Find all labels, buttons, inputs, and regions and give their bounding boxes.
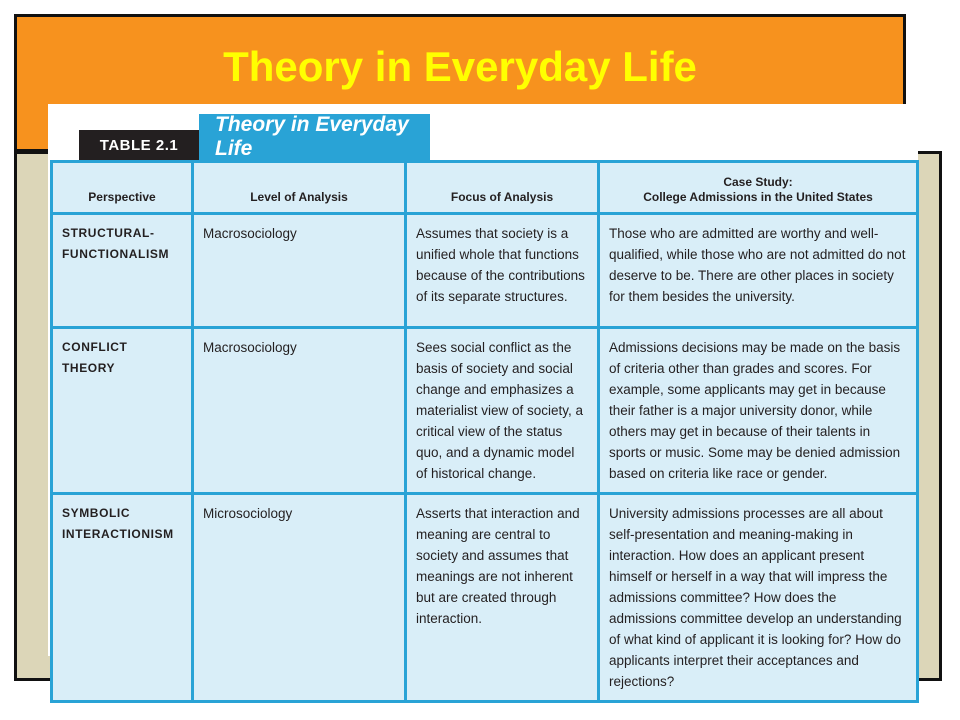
cell-case-study: University admissions processes are all about self-presentation and meaning-making in interaction. How does an applicant present himself or herself in a way that will impress the admissions committee? How does the admissions committee develop an understanding of what kind of applicant it is looking for? How do applicants interpret their acceptances and rejections? xyxy=(599,494,918,702)
cell-perspective: CONFLICT THEORY xyxy=(52,328,193,494)
theory-table xyxy=(50,160,919,703)
table-row xyxy=(52,494,918,702)
header-level-of-analysis: Level of Analysis xyxy=(193,162,406,214)
cell-focus: Sees social conflict as the basis of society and social change and emphasizes a materialist view of society, a critical view of the status quo, and a dynamic model of historical change. xyxy=(406,328,599,494)
header-case-study: Case Study: College Admissions in the United States xyxy=(599,162,918,214)
cell-perspective: STRUCTURAL- FUNCTIONALISM xyxy=(52,214,193,328)
table-row xyxy=(52,214,918,328)
cell-level: Macrosociology xyxy=(193,214,406,328)
slide-title: Theory in Everyday Life xyxy=(223,43,697,90)
header-perspective: Perspective xyxy=(52,162,193,214)
table-title-label: Theory in Everyday Life xyxy=(199,114,430,160)
table-caption xyxy=(79,114,430,160)
cell-focus: Asserts that interaction and meaning are central to society and assumes that meanings are not inherent but are created through interaction. xyxy=(406,494,599,702)
cell-case-study: Those who are admitted are worthy and well-qualified, while those who are not admitted do not deserve to be. There are other places in society for them besides the university. xyxy=(599,214,918,328)
cell-perspective: SYMBOLIC INTERACTIONISM xyxy=(52,494,193,702)
header-focus-of-analysis: Focus of Analysis xyxy=(406,162,599,214)
cell-level: Macrosociology xyxy=(193,328,406,494)
cell-level: Microsociology xyxy=(193,494,406,702)
table-figure xyxy=(48,104,918,689)
cell-case-study: Admissions decisions may be made on the basis of criteria other than grades and scores. For example, some applicants may get in because their father is a major university donor, while others may get in because of their talents in sports or music. Some may be denied admission based on criteria like race or gender. xyxy=(599,328,918,494)
table-header-row xyxy=(52,162,918,214)
cell-focus: Assumes that society is a unified whole that functions because of the contributions of its separate structures. xyxy=(406,214,599,328)
table-number-label: TABLE 2.1 xyxy=(79,130,199,160)
table-row xyxy=(52,328,918,494)
